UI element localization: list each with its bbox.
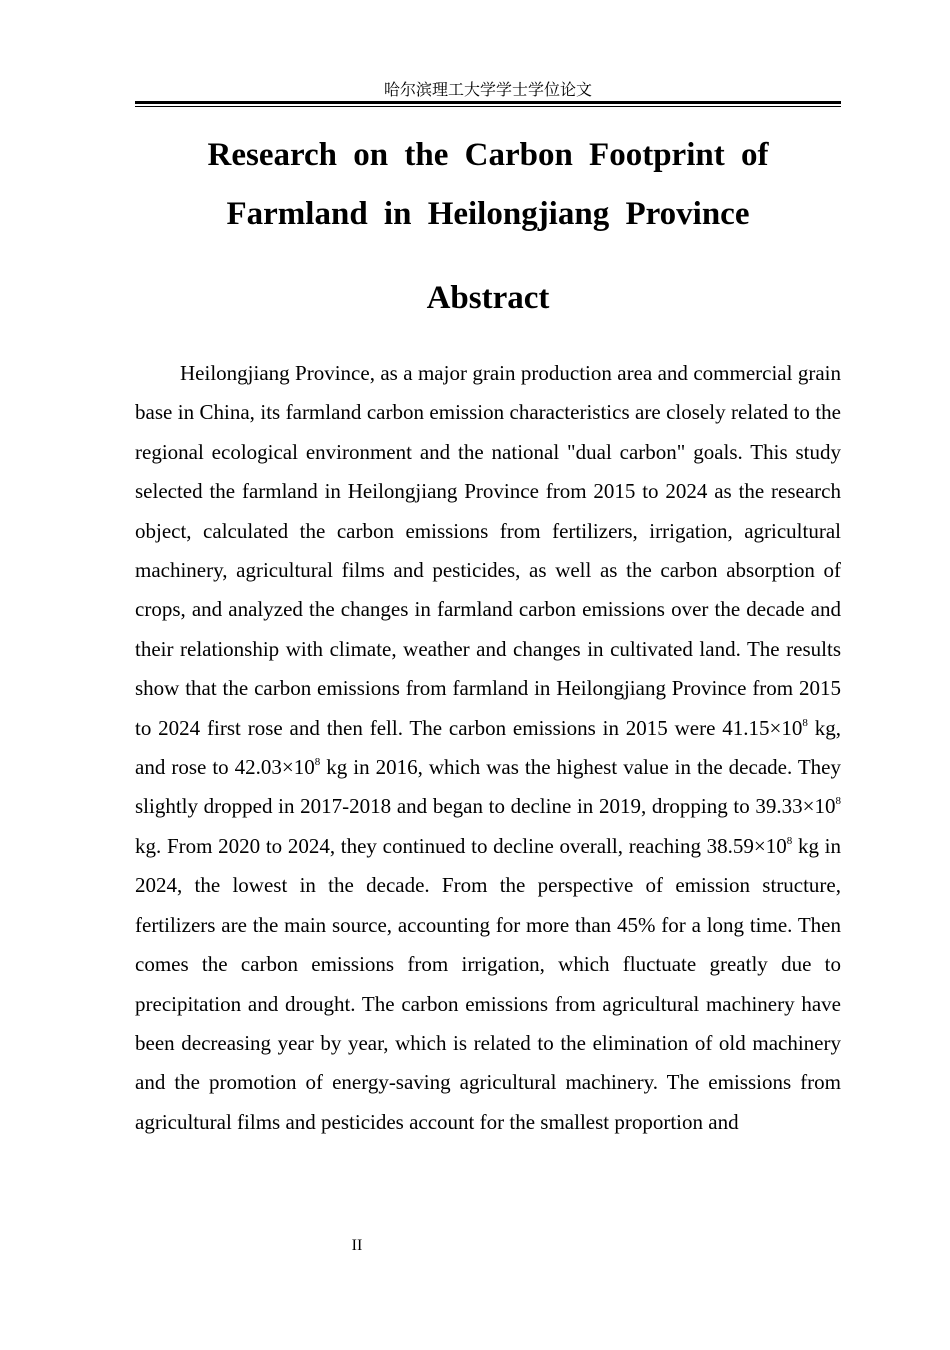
header-rule-thick	[135, 101, 841, 104]
paper-title: Research on the Carbon Footprint of Farmland in Heilongjiang Province	[207, 137, 769, 232]
abstract-heading: Abstract	[426, 280, 550, 316]
header-rule-thin	[135, 106, 841, 107]
abstract-paragraph	[135, 354, 841, 1142]
exponent-1: 8	[802, 716, 808, 729]
exponent-3: 8	[835, 795, 841, 808]
abstract-text-4: kg. From 2020 to 2024, they continued to decline overall, reaching 38.59×10	[135, 833, 787, 858]
exponent-4: 8	[786, 834, 793, 847]
abstract-text-3: kg in 2016, which was the highest value in the decade. They slightly dropped in 2017-2018 and began to decline in 2019, dropping to 39.33×10	[135, 755, 841, 819]
abstract-text-1: Heilongjiang Province, as a major grain production area and commercial grain base in China, its farmland carbon emission characteristics are closely related to the regional ecological environment and the national "dual carbon" goals. This study selected the farmland in Heilongjiang Province from 2015 to 2024 as the research object, calculated the carbon emissions from fertilizers, irrigation, agricultural machinery, agricultural films and pesticides, as well as the carbon absorption of crops, and analyzed the changes in farmland carbon emissions over the decade and their relationship with climate, weather and changes in cultivated land. The results show that the carbon emissions from farmland in Heilongjiang Province from 2015 to 2024 first rose and then fell. The carbon emissions in 2015 were 41.15×10	[135, 361, 841, 740]
page-number: II	[351, 1237, 363, 1254]
abstract-text-2: kg, and rose to 42.03×10	[135, 715, 841, 780]
running-header: 哈尔滨理工大学学士学位论文	[383, 82, 592, 99]
exponent-2: 8	[314, 756, 321, 769]
abstract-text-5: kg in 2024, the lowest in the decade. From the perspective of emission structure, fertilizers are the main source, accounting for more than 45% for a long time. Then comes the carbon emissions from irrigation, which fluctuate greatly due to precipitation and drought. The carbon emissions from agricultural machinery have been decreasing year by year, which is related to the elimination of old machinery and the promotion of energy-saving agricultural machinery. The emissions from agricultural films and pesticides account for the smallest proportion and	[135, 833, 841, 1134]
